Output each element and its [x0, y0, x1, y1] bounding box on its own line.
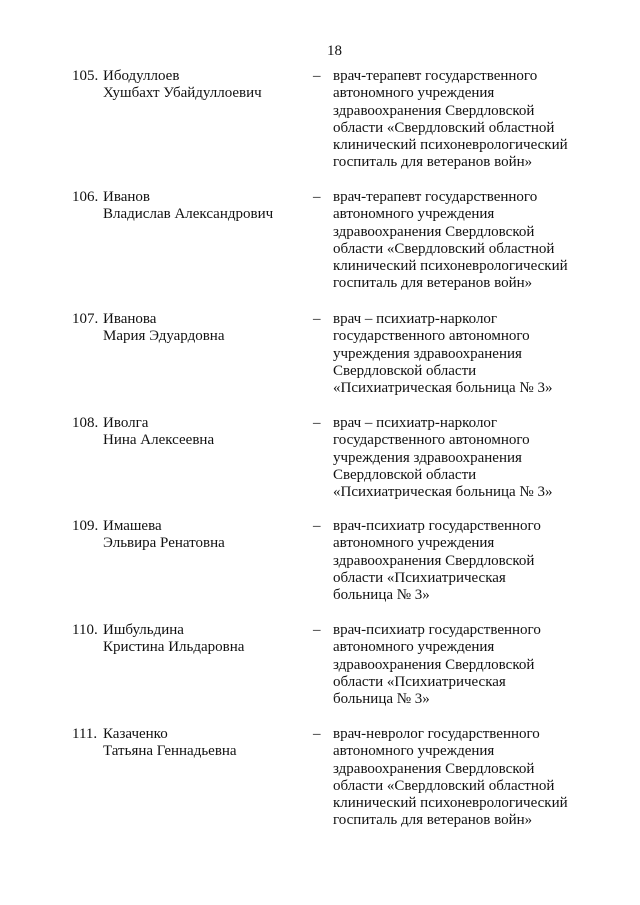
position-description: [333, 68, 568, 172]
description-line: учреждения здравоохранения: [333, 449, 522, 466]
person-name: [103, 518, 225, 553]
description-line: здравоохранения Свердловской: [333, 552, 535, 569]
given-names: Владислав Александрович: [103, 206, 274, 223]
description-line: автономного учреждения: [333, 743, 495, 760]
description-line: врач-психиатр государственного: [333, 622, 541, 638]
surname: Иволга: [103, 415, 149, 431]
description-line: автономного учреждения: [333, 206, 495, 223]
entry-number: 106.: [72, 189, 99, 205]
description-line: области «Психиатрическая: [333, 673, 506, 690]
dash: –: [313, 726, 321, 742]
page-number: 18: [327, 43, 342, 59]
surname: Ибодуллоев: [103, 68, 180, 84]
position-description: [333, 311, 553, 397]
given-names: Хушбахт Убайдуллоевич: [103, 85, 262, 102]
description-line: больница № 3»: [333, 587, 430, 604]
description-line: автономного учреждения: [333, 639, 495, 656]
description-line: учреждения здравоохранения: [333, 345, 522, 362]
description-line: врач-невролог государственного: [333, 726, 540, 742]
description-line: «Психиатрическая больница № 3»: [333, 380, 553, 397]
person-name: [103, 415, 214, 450]
description-line: врач-терапевт государственного: [333, 68, 538, 84]
position-description: [333, 189, 568, 293]
description-line: здравоохранения Свердловской: [333, 656, 535, 673]
description-line: врач-терапевт государственного: [333, 189, 538, 205]
person-name: [103, 189, 273, 224]
entry-number: 108.: [72, 415, 99, 431]
entry-number: 107.: [72, 311, 99, 327]
description-line: клинический психоневрологический: [333, 258, 568, 275]
given-names: Кристина Ильдаровна: [103, 639, 245, 656]
surname: Казаченко: [103, 726, 168, 742]
position-description: [333, 622, 541, 708]
entry-number: 111.: [72, 726, 98, 742]
description-line: автономного учреждения: [333, 85, 495, 102]
dash: –: [313, 189, 321, 205]
description-line: здравоохранения Свердловской: [333, 760, 535, 777]
description-line: «Психиатрическая больница № 3»: [333, 484, 553, 501]
description-line: госпиталь для ветеранов войн»: [333, 812, 533, 829]
person-name: [103, 311, 225, 346]
dash: –: [313, 311, 321, 327]
description-line: здравоохранения Свердловской: [333, 102, 535, 119]
description-line: государственного автономного: [333, 432, 530, 449]
description-line: области «Свердловский областной: [333, 777, 555, 794]
surname: Иванова: [103, 311, 157, 327]
given-names: Мария Эдуардовна: [103, 328, 225, 345]
description-line: государственного автономного: [333, 328, 530, 345]
given-names: Татьяна Геннадьевна: [103, 743, 237, 760]
dash: –: [313, 622, 321, 638]
person-name: [103, 68, 262, 103]
position-description: [333, 415, 553, 501]
description-line: врач – психиатр-нарколог: [333, 415, 498, 431]
dash: –: [313, 518, 321, 534]
description-line: Свердловской области: [333, 466, 477, 483]
entry-number: 110.: [72, 622, 98, 638]
description-line: автономного учреждения: [333, 535, 495, 552]
description-line: врач-психиатр государственного: [333, 518, 541, 534]
surname: Имашева: [103, 518, 162, 534]
entry-number: 109.: [72, 518, 99, 534]
description-line: клинический психоневрологический: [333, 795, 568, 812]
description-line: области «Свердловский областной: [333, 240, 555, 257]
person-name: [103, 622, 244, 657]
description-line: врач – психиатр-нарколог: [333, 311, 498, 327]
given-names: Нина Алексеевна: [103, 432, 215, 449]
description-line: здравоохранения Свердловской: [333, 223, 535, 240]
description-line: области «Психиатрическая: [333, 569, 506, 586]
position-description: [333, 726, 568, 830]
description-line: больница № 3»: [333, 691, 430, 708]
person-name: [103, 726, 237, 761]
surname: Иванов: [103, 189, 150, 205]
dash: –: [313, 415, 321, 431]
description-line: области «Свердловский областной: [333, 119, 555, 136]
entry-number: 105.: [72, 68, 99, 84]
description-line: клинический психоневрологический: [333, 137, 568, 154]
description-line: госпиталь для ветеранов войн»: [333, 275, 533, 292]
description-line: Свердловской области: [333, 362, 477, 379]
surname: Ишбульдина: [103, 622, 184, 638]
given-names: Эльвира Ренатовна: [103, 535, 225, 552]
position-description: [333, 518, 541, 604]
dash: –: [313, 68, 321, 84]
description-line: госпиталь для ветеранов войн»: [333, 154, 533, 171]
